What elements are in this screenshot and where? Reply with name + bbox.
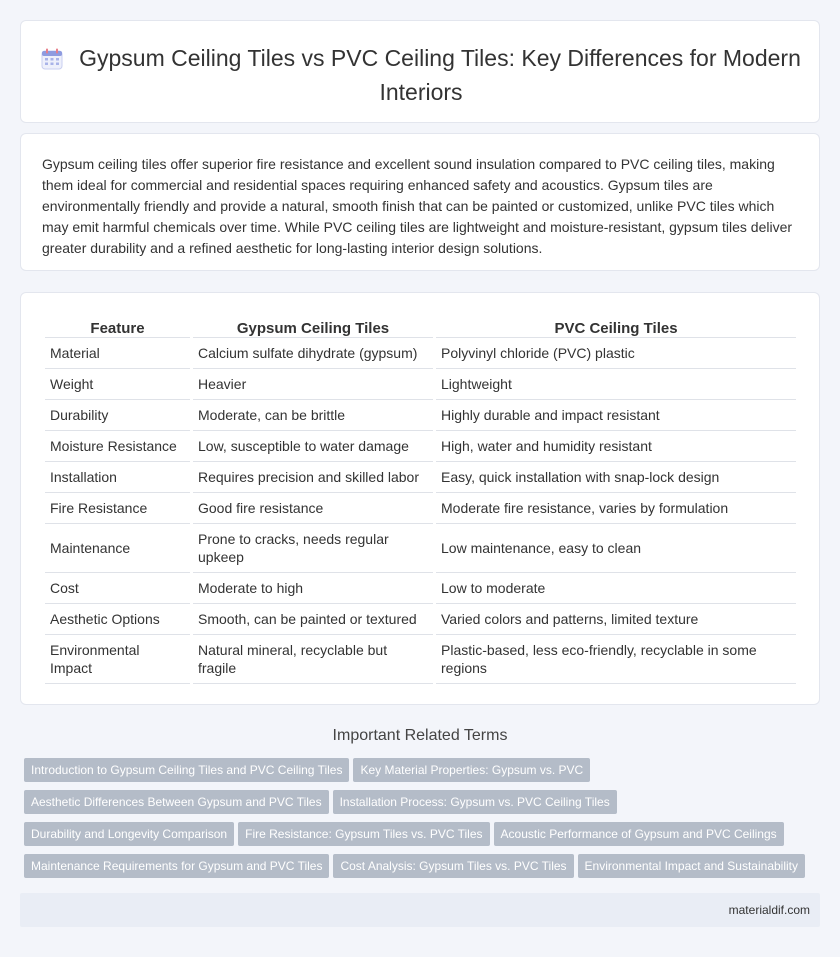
footer-site-link[interactable]: materialdif.com [728, 903, 810, 917]
table-row [45, 573, 796, 604]
gypsum-cell: Low, susceptible to water damage [193, 431, 433, 462]
table-row [45, 400, 796, 431]
feature-cell: Fire Resistance [45, 493, 190, 524]
related-term-link[interactable]: Durability and Longevity Comparison [24, 822, 234, 846]
related-terms-row [24, 790, 824, 822]
table-row [45, 338, 796, 369]
table-row [45, 493, 796, 524]
table-row [45, 604, 796, 635]
table-header-row [45, 316, 796, 338]
intro-paragraph: Gypsum ceiling tiles offer superior fire resistance and excellent sound insulation compared to PVC ceiling tiles, making them ideal for commercial and residential spaces requiring enhanced safety and acoustics. Gypsum tiles are environmentally friendly and provide a natural, smooth finish that can be painted or customized, unlike PVC tiles which may emit harmful chemicals over time. While PVC ceiling tiles are lightweight and moisture-resistant, gypsum tiles deliver greater durability and a refined aesthetic for long-lasting interior design solutions. [42, 156, 793, 256]
gypsum-cell: Heavier [193, 369, 433, 400]
related-term-link[interactable]: Aesthetic Differences Between Gypsum and PVC Tiles [24, 790, 329, 814]
related-term-link[interactable]: Acoustic Performance of Gypsum and PVC Ceilings [494, 822, 784, 846]
feature-cell: Moisture Resistance [45, 431, 190, 462]
footer [20, 893, 820, 927]
feature-cell: Durability [45, 400, 190, 431]
related-terms-row [24, 758, 824, 790]
page-title-text: Gypsum Ceiling Tiles vs PVC Ceiling Tiles: Key Differences for Modern Interiors [79, 45, 801, 105]
feature-cell: Maintenance [45, 524, 190, 573]
gypsum-cell: Requires precision and skilled labor [193, 462, 433, 493]
table-row [45, 635, 796, 684]
feature-cell: Aesthetic Options [45, 604, 190, 635]
pvc-cell: Plastic-based, less eco-friendly, recyclable in some regions [436, 635, 796, 684]
comparison-table [42, 316, 799, 684]
related-terms-row [24, 854, 824, 886]
feature-cell: Cost [45, 573, 190, 604]
feature-cell: Weight [45, 369, 190, 400]
related-term-link[interactable]: Introduction to Gypsum Ceiling Tiles and PVC Ceiling Tiles [24, 758, 349, 782]
related-term-link[interactable]: Fire Resistance: Gypsum Tiles vs. PVC Tiles [238, 822, 489, 846]
intro-card [20, 133, 820, 271]
related-term-link[interactable]: Cost Analysis: Gypsum Tiles vs. PVC Tiles [333, 854, 573, 878]
comparison-card [20, 292, 820, 705]
pvc-cell: Polyvinyl chloride (PVC) plastic [436, 338, 796, 369]
pvc-cell: Moderate fire resistance, varies by formulation [436, 493, 796, 524]
related-term-link[interactable]: Maintenance Requirements for Gypsum and PVC Tiles [24, 854, 329, 878]
pvc-cell: Low to moderate [436, 573, 796, 604]
table-row [45, 431, 796, 462]
feature-cell: Environmental Impact [45, 635, 190, 684]
gypsum-cell: Smooth, can be painted or textured [193, 604, 433, 635]
gypsum-cell: Moderate, can be brittle [193, 400, 433, 431]
calendar-icon [41, 47, 63, 77]
table-row [45, 462, 796, 493]
related-terms-heading: Important Related Terms [332, 727, 508, 744]
gypsum-cell: Prone to cracks, needs regular upkeep [193, 524, 433, 573]
pvc-cell: Varied colors and patterns, limited texture [436, 604, 796, 635]
related-terms-list [24, 758, 824, 886]
pvc-cell: Easy, quick installation with snap-lock design [436, 462, 796, 493]
related-terms-row [24, 822, 824, 854]
table-row [45, 524, 796, 573]
table-row [45, 369, 796, 400]
gypsum-cell: Good fire resistance [193, 493, 433, 524]
header-feature: Feature [45, 316, 190, 338]
page-title [21, 43, 821, 107]
related-term-link[interactable]: Installation Process: Gypsum vs. PVC Ceiling Tiles [333, 790, 617, 814]
pvc-cell: Lightweight [436, 369, 796, 400]
feature-cell: Installation [45, 462, 190, 493]
related-term-link[interactable]: Key Material Properties: Gypsum vs. PVC [353, 758, 590, 782]
header-gypsum: Gypsum Ceiling Tiles [193, 316, 433, 338]
gypsum-cell: Moderate to high [193, 573, 433, 604]
title-card [20, 20, 820, 123]
header-pvc: PVC Ceiling Tiles [436, 316, 796, 338]
feature-cell: Material [45, 338, 190, 369]
pvc-cell: Highly durable and impact resistant [436, 400, 796, 431]
related-term-link[interactable]: Environmental Impact and Sustainability [578, 854, 805, 878]
gypsum-cell: Natural mineral, recyclable but fragile [193, 635, 433, 684]
pvc-cell: High, water and humidity resistant [436, 431, 796, 462]
pvc-cell: Low maintenance, easy to clean [436, 524, 796, 573]
gypsum-cell: Calcium sulfate dihydrate (gypsum) [193, 338, 433, 369]
